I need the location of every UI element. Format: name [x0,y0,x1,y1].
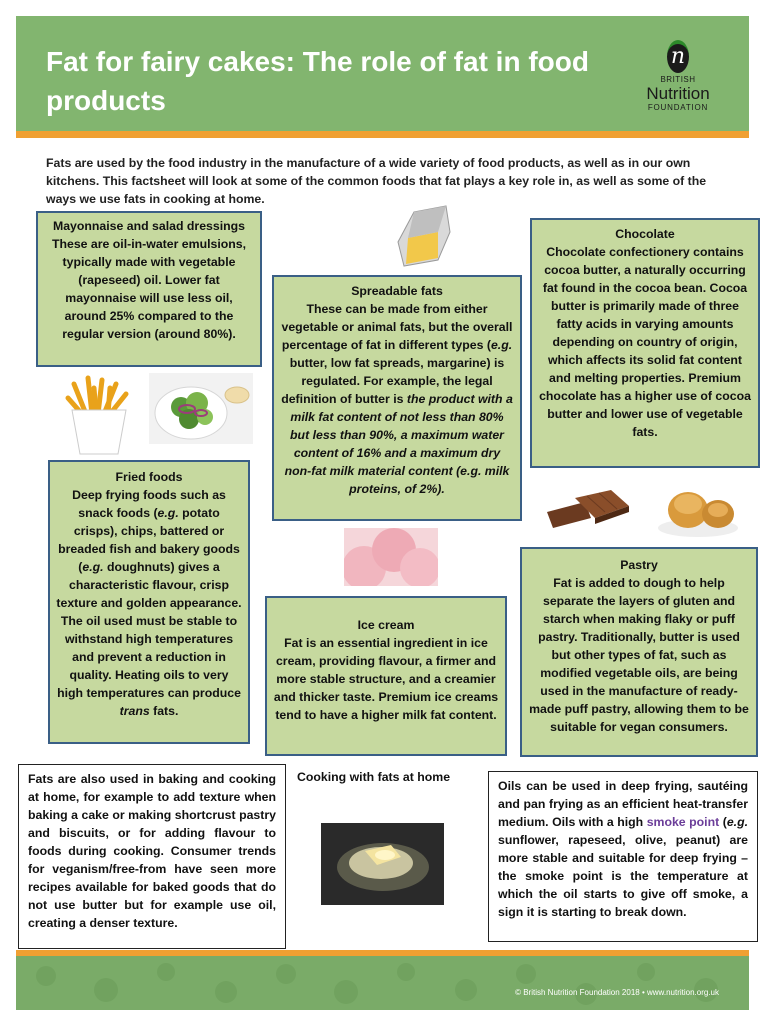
logo-text-bottom: FOUNDATION [647,103,709,112]
fried-title: Fried foods [115,470,183,484]
pastry-title: Pastry [620,558,658,572]
salad-bowl-icon [149,373,253,444]
logo-text-top: BRITISH [660,75,696,84]
nutrition-logo-icon [635,40,721,113]
pastry-text: Fat is added to dough to help separate the layers of gluten and starch when making flaky or puff pastry. Traditionally, butter is used but other types of fat, such as modified vegetable oils, are being used in the manufacture of ready-made puff pastry, allowing them to be suitable for vegan consumers. [529,576,749,734]
ice-cream-box [265,596,507,756]
oils-box: Oils can be used in deep frying, sautéing and pan frying as an efficient heat-transfer medium. Oils with a high smoke point (e.g. sunflower, rapeseed, olive, peanut) are more stable and suitable for deep frying – the smoke point is the temperature at which the oil starts to give off smoke, a sign it is starting to break down. [488,771,758,942]
fats-text: are also used in baking and cooking at home, for example to add texture when baking a cake or making shortcrust pastry and biscuits, or for adding flavour to foods during cooking. Consumer trends for veganism/free-from have seen more recipes available for baked goods that do not use butter but for example use oil, creating a denser texture. [28,772,276,930]
footer-pattern [16,956,749,1010]
page-header [16,16,749,138]
croissant-icon [654,484,740,538]
spreadable-fats-box [272,275,522,521]
butter-portion-icon [394,202,454,270]
cooking-heading: Cooking with fats at home [297,770,451,784]
smoke-point-term: smoke point [646,815,720,829]
page-footer [16,950,749,1010]
chocolate-icon [545,488,631,530]
spreadable-text: These can be made from either vegetable or animal fats, but the overall percentage of fat in different types (e.g. butter, low fat spreads, margarine) is regulated. For example, the legal definition of butter is the product with a milk fat content of not less than 80% but less than 90%, a maximum water content of 16% and a maximum dry non-fat milk material content (e.g. milk proteins, of 2%). [281,302,513,496]
intro-paragraph: Fats are used by the food industry in the manufacture of a wide variety of food products, as well as in our own kitchens. This factsheet will look at some of the common foods that fat plays a key role in, as well as some of the ways we use fats in cooking at home. [46,156,707,206]
mayonnaise-text: These are oil-in-water emulsions, typically made with vegetable (rapeseed) oil. Lower fat mayonnaise will use less oil, around 25% compared to the regular version (around 80%). [51,237,247,341]
fats-cooking-box [18,764,286,949]
melting-butter-pan-icon [321,823,444,905]
logo-mark: n [667,40,689,73]
icecream-title: Ice cream [357,618,415,632]
fried-foods-box [48,460,250,744]
icecream-text: Fat is an essential ingredient in ice cream, providing flavour, a firmer and more stable structure, and a creamier and thicker taste. Premium ice creams tend to have a higher milk fat content. [273,636,499,722]
spreadable-title: Spreadable fats [351,284,443,298]
fried-text: Deep frying foods such as snack foods (e.g. potato crisps), chips, battered or breaded fish and bakery goods (e.g. doughnuts) gives a characteristic flavour, crisp texture and golden appearance. The oil used must be stable to withstand high temperatures and prevent a reduction in quality. Heating oils to very high temperatures can produce trans fats. [56,488,242,718]
page-title: Fat for fairy cakes: The role of fat in food products [46,46,589,116]
fats-lead: Fats [28,772,54,786]
pastry-box [520,547,758,757]
mayonnaise-box [36,211,262,367]
chocolate-text: Chocolate confectionery contains cocoa butter, a naturally occurring fat found in the cocoa bean. Cocoa butter is primarily made of three fatty acids in varying amounts depending on country of origin, which affects its solid fat content and melting properties. Premium chocolate has a higher use of cocoa butter and lower use of vegetable fats. [539,245,751,439]
logo-text-main: Nutrition [646,84,710,103]
chocolate-box [530,218,760,468]
mayonnaise-title: Mayonnaise and salad dressings [52,219,246,233]
chocolate-title: Chocolate [615,227,675,241]
oils-lead: Oils [498,779,522,793]
footer-copyright: © British Nutrition Foundation 2018 • www.nutrition.org.uk [515,988,719,997]
ice-cream-icon [344,528,438,586]
fries-icon [64,374,134,456]
